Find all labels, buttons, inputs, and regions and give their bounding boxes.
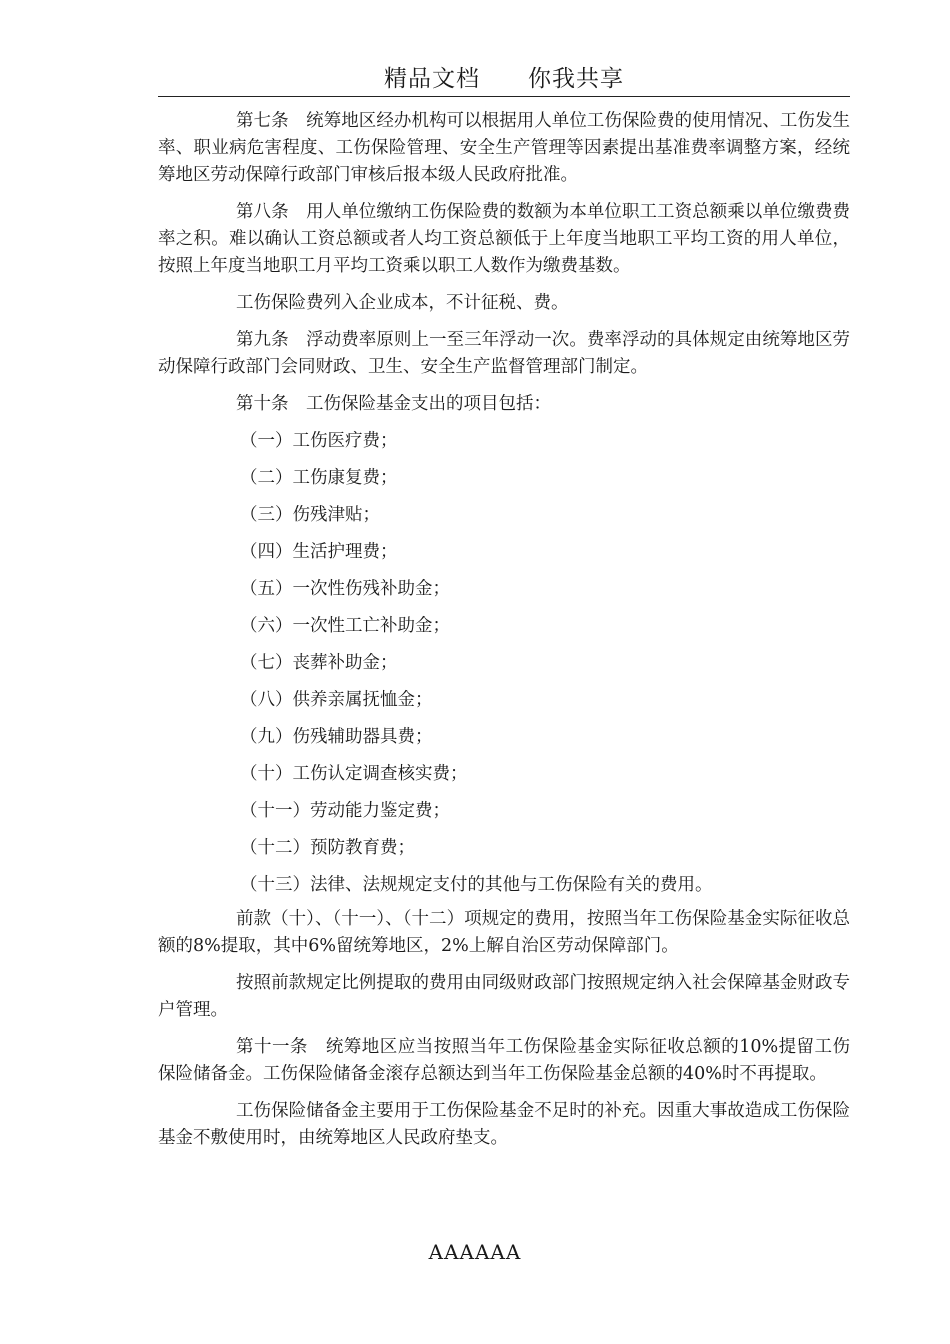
list-item: （五）一次性伤残补助金；: [240, 579, 450, 599]
list-item: （二）工伤康复费；: [240, 468, 398, 488]
list-item: （三）伤残津贴；: [240, 505, 380, 525]
article-9-paragraph: 第九条 浮动费率原则上一至三年浮动一次。费率浮动的具体规定由统筹地区劳动保障行政部门会同财政、卫生、安全生产监督管理部门制定。: [158, 330, 850, 377]
list-item: （十）工伤认定调查核实费；: [240, 764, 468, 784]
reserve-usage-paragraph: 工伤保险储备金主要用于工伤保险基金不足时的补充。因重大事故造成工伤保险基金不敷使用时，由统筹地区人民政府垫支。: [158, 1101, 850, 1148]
header-left-text: 精品文档: [384, 66, 480, 92]
list-item: （十二）预防教育费；: [240, 838, 415, 858]
page-header: [158, 62, 850, 97]
header-right-text: 你我共享: [528, 66, 624, 92]
fee-extraction-paragraph: 前款（十）、（十一）、（十二）项规定的费用，按照当年工伤保险基金实际征收总额的8%提取，其中6%留统筹地区，2%上解自治区劳动保障部门。: [158, 909, 850, 956]
list-item: （九）伤残辅助器具费；: [240, 727, 433, 747]
fiscal-account-paragraph: 按照前款规定比例提取的费用由同级财政部门按照规定纳入社会保障基金财政专户管理。: [158, 973, 850, 1020]
expense-items-list: [158, 428, 850, 906]
cost-note-paragraph: 工伤保险费列入企业成本，不计征税、费。: [236, 293, 569, 313]
list-item: （七）丧葬补助金；: [240, 653, 398, 673]
article-7-paragraph: 第七条 统筹地区经办机构可以根据用人单位工伤保险费的使用情况、工伤发生率、职业病危害程度、工伤保险管理、安全生产管理等因素提出基准费率调整方案，经统筹地区劳动保障行政部门审核后报本级人民政府批准。: [158, 111, 850, 185]
list-item: （八）供养亲属抚恤金；: [240, 690, 433, 710]
page-footer: AAAAAA: [428, 1240, 522, 1264]
list-item: （一）工伤医疗费；: [240, 431, 398, 451]
list-item: （十三）法律、法规规定支付的其他与工伤保险有关的费用。: [240, 875, 713, 895]
list-item: （六）一次性工亡补助金；: [240, 616, 450, 636]
list-item: （十一）劳动能力鉴定费；: [240, 801, 450, 821]
document-body: [158, 108, 850, 1162]
list-item: （四）生活护理费；: [240, 542, 398, 562]
article-8-paragraph: 第八条 用人单位缴纳工伤保险费的数额为本单位职工工资总额乘以单位缴费费率之积。难以确认工资总额或者人均工资总额低于上年度当地职工平均工资的用人单位，按照上年度当地职工月平均工资乘以职工人数作为缴费基数。: [158, 202, 850, 276]
article-11-paragraph: 第十一条 统筹地区应当按照当年工伤保险基金实际征收总额的10%提留工伤保险储备金。工伤保险储备金滚存总额达到当年工伤保险基金总额的40%时不再提取。: [158, 1037, 850, 1084]
article-10-paragraph: 第十条 工伤保险基金支出的项目包括：: [236, 394, 551, 414]
